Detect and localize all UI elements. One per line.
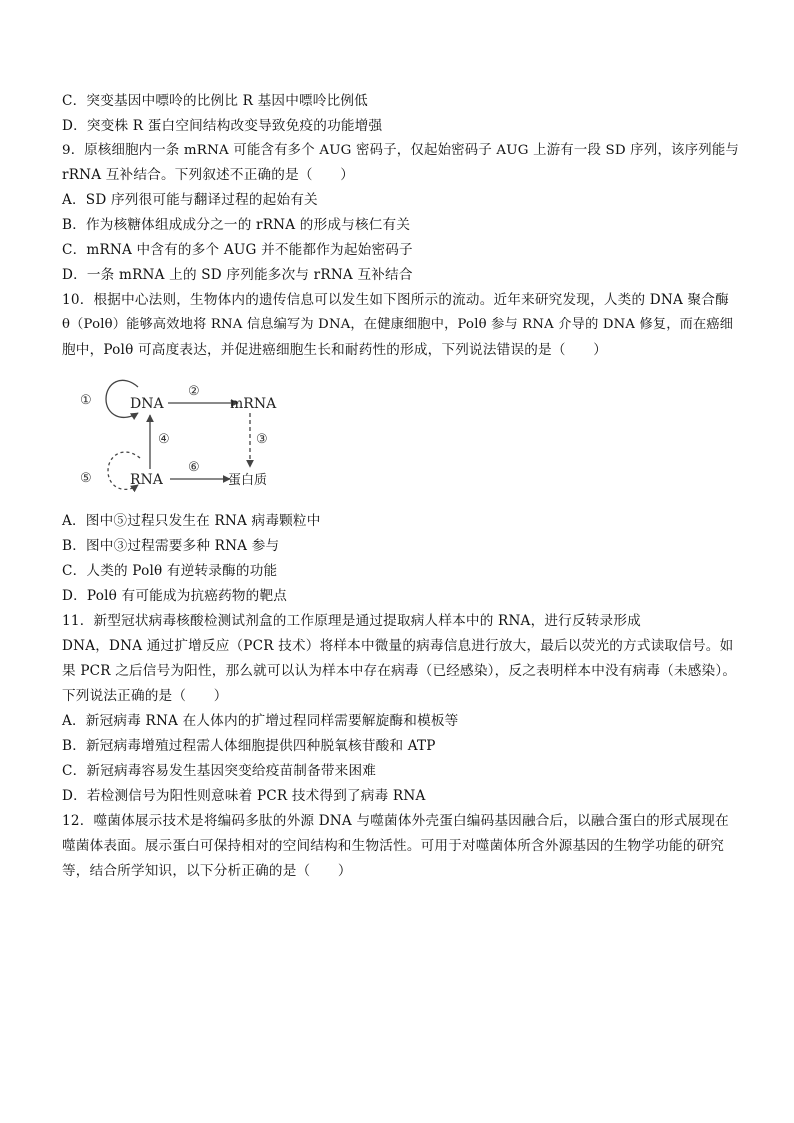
q11-option-b: B．新冠病毒增殖过程需人体细胞提供四种脱氧核苷酸和 ATP <box>62 738 436 754</box>
q9-option-a: A．SD 序列很可能与翻译过程的起始有关 <box>62 192 318 208</box>
q11-stem-line3: 果 PCR 之后信号为阳性，那么就可以认为样本中存在病毒（已经感染），反之表明样本中没有病毒（未感染）。 <box>62 663 737 679</box>
q12-stem-line3: 等，结合所学知识，以下分析正确的是（ ） <box>62 863 352 879</box>
step-5-label: ⑤ <box>80 471 92 486</box>
q11-option-a: A．新冠病毒 RNA 在人体内的扩增过程同样需要解旋酶和模板等 <box>62 713 459 729</box>
q10-stem-line3: 胞中，Polθ 可高度表达，并促进癌细胞生长和耐药性的形成，下列说法错误的是（ ） <box>62 342 607 358</box>
q11-option-c: C．新冠病毒容易发生基因突变给疫苗制备带来困难 <box>62 763 377 779</box>
q10-stem-line2: θ（Polθ）能够高效地将 RNA 信息编写为 DNA，在健康细胞中，Polθ 参与 RNA 介导的 DNA 修复，而在癌细 <box>62 317 734 332</box>
q9-option-c: C．mRNA 中含有的多个 AUG 并不能都作为起始密码子 <box>62 242 413 258</box>
q10-option-d: D．Polθ 有可能成为抗癌药物的靶点 <box>62 588 288 604</box>
q8-option-c: C．突变基因中嘌呤的比例比 R 基因中嘌呤比例低 <box>62 93 368 109</box>
step-6-label: ⑥ <box>188 460 200 475</box>
q10-option-c: C．人类的 Polθ 有逆转录酶的功能 <box>62 563 278 579</box>
central-dogma-diagram <box>70 375 280 500</box>
step-3-label: ③ <box>256 432 268 447</box>
q11-stem-line2: DNA，DNA 通过扩增反应（PCR 技术）将样本中微量的病毒信息进行放大，最后以荧光的方式读取信号。如 <box>62 638 734 654</box>
q12-stem-line2: 噬菌体表面。展示蛋白可保持相对的空间结构和生物活性。可用于对噬菌体所含外源基因的生物学功能的研究 <box>62 838 725 854</box>
q9-stem-line1: 9．原核细胞内一条 mRNA 可能含有多个 AUG 密码子，仅起始密码子 AUG 上游有一段 SD 序列，该序列能与 <box>62 143 740 158</box>
q9-option-b: B．作为核糖体组成成分之一的 rRNA 的形成与核仁有关 <box>62 217 411 233</box>
q9-option-d: D．一条 mRNA 上的 SD 序列能多次与 rRNA 互补结合 <box>62 267 413 283</box>
mrna-label: mRNA <box>230 396 277 412</box>
q10-option-a: A．图中⑤过程只发生在 RNA 病毒颗粒中 <box>62 513 321 529</box>
protein-label: 蛋白质 <box>228 473 268 488</box>
step-4-label: ④ <box>158 432 170 447</box>
q12-stem-line1: 12．噬菌体展示技术是将编码多肽的外源 DNA 与噬菌体外壳蛋白编码基因融合后，以融合蛋白的形式展现在 <box>62 813 729 829</box>
q11-stem-line1: 11．新型冠状病毒核酸检测试剂盒的工作原理是通过提取病人样本中的 RNA，进行反转录形成 <box>62 613 641 629</box>
q11-stem-line4: 下列说法正确的是（ ） <box>62 688 228 704</box>
q8-option-d: D．突变株 R 蛋白空间结构改变导致免疫的功能增强 <box>62 118 383 134</box>
step-2-label: ② <box>188 384 200 399</box>
rna-label: RNA <box>130 472 163 488</box>
central-dogma-svg <box>70 375 280 500</box>
q10-stem-line1: 10．根据中心法则，生物体内的遗传信息可以发生如下图所示的流动。近年来研究发现，人类的 DNA 聚合酶 <box>62 292 729 308</box>
q10-option-b: B．图中③过程需要多种 RNA 参与 <box>62 538 280 554</box>
q9-stem-line2: rRNA 互补结合。下列叙述不正确的是（ ） <box>62 167 355 183</box>
q11-option-d: D．若检测信号为阳性则意味着 PCR 技术得到了病毒 RNA <box>62 788 426 804</box>
dna-label: DNA <box>130 396 164 412</box>
step-1-label: ① <box>80 393 92 408</box>
